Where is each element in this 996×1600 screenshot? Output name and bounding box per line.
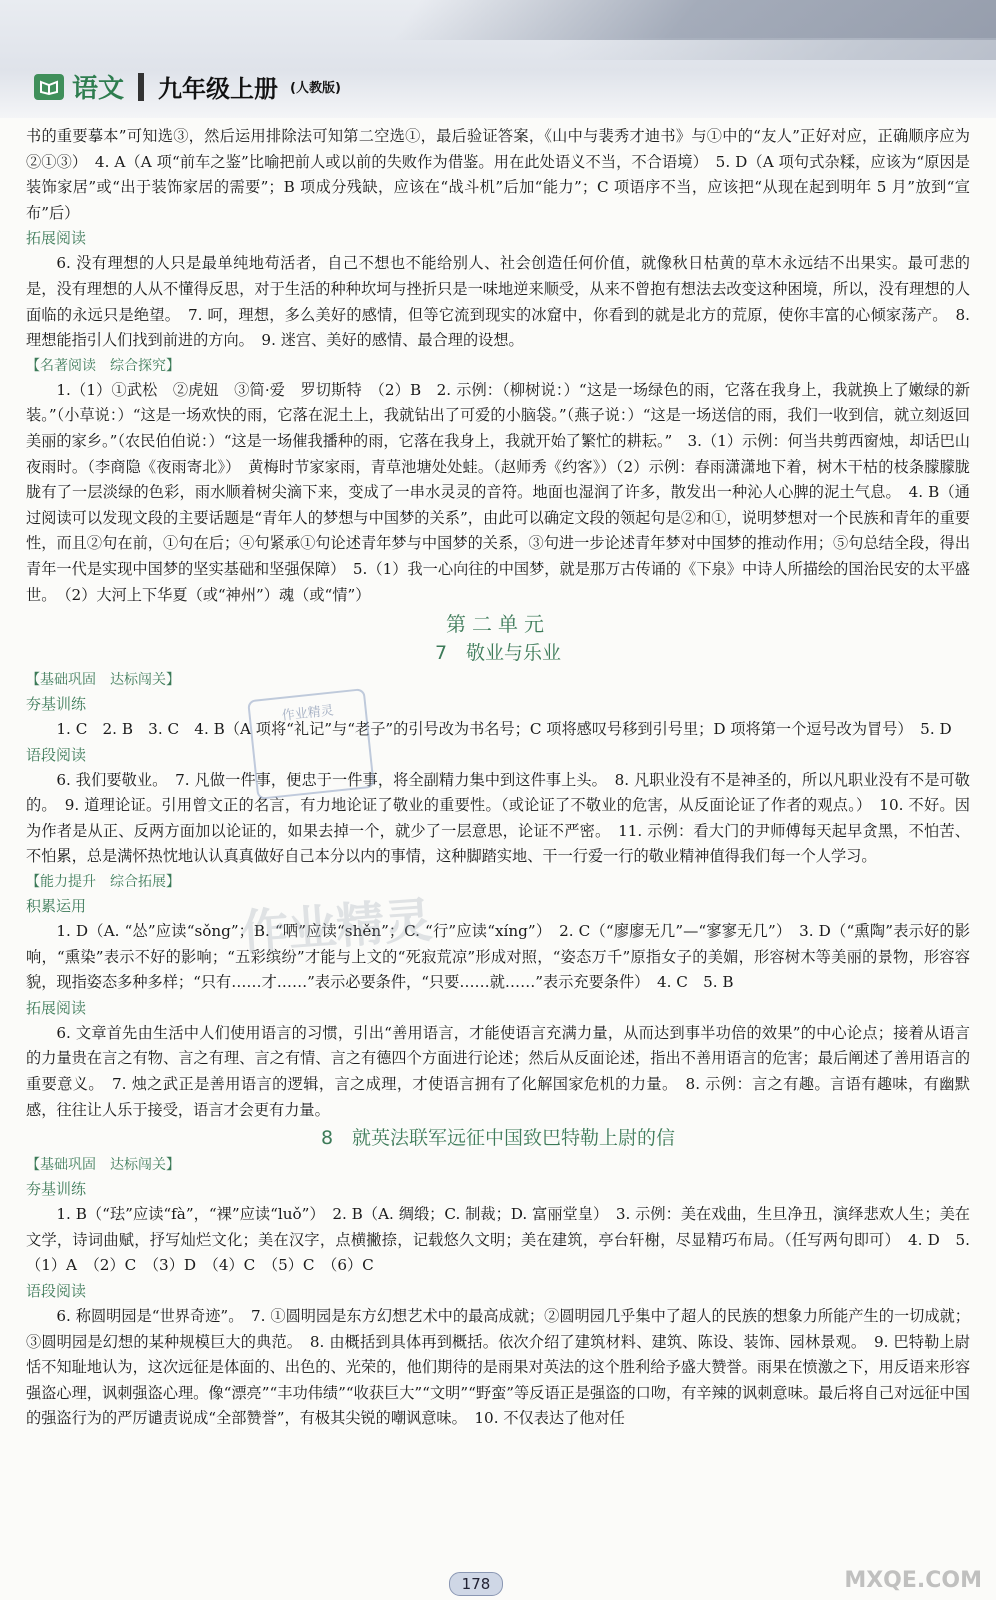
answer-paragraph: 1. C 2. B 3. C 4. B（A 项将“礼记”与“老子”的引号改为书名号；C 项将感叹号移到引号里；D 项将第一个逗号改为冒号） 5. D — [56, 720, 952, 739]
page-header — [0, 0, 996, 118]
subsection-heading: 语段阅读 — [26, 1282, 87, 1300]
section-tag: 【能力提升 综合拓展】 — [26, 874, 180, 891]
section-tag: 【名著阅读 综合探究】 — [26, 357, 180, 374]
watermark-text: 作业精灵 — [238, 892, 435, 962]
subsection-heading: 拓展阅读 — [26, 229, 87, 248]
subsection-heading: 积累运用 — [26, 897, 87, 916]
answer-paragraph: 1. D（A. “怂”应读“sǒng”；B. “哂”应读“shěn”；C. “行”应读“xíng”） 2. C（“廖廖无几”—“寥寥无几”） 3. D（“熏陶”表示好的影响，“熏染”表示不好的影响；“五彩缤纷”才能与上文的“死寂荒凉”形成对照，“姿态万千”原指女子的美媚，形容树木等美丽的景物，形容容貌，现指姿态多种多样；“只有……才……”表示必要条件，“只要……就……”表示充要条件） 4. C 5. B — [26, 922, 970, 992]
edition-label: (人教版) — [290, 81, 341, 96]
answer-paragraph: 书的重要摹本”可知选③，然后运用排除法可知第二空选①，最后验证答案，《山中与裴秀才迪书》与①中的“友人”正好对应，正确顺序应为②①③） 4. A（A 项“前车之鉴”比喻把前人或以前的失败作为借鉴。用在此处语义不当，不合语境） 5. D（A 项句式杂糅，应该为“原因是装饰家居”或“出于装饰家居的需要”；B 项成分残缺，应该在“战斗机”后加“能力”；C 项语序不当，应该把“从现在起到明年 5 月”放到“宣布”后） — [26, 127, 970, 222]
subsection-heading: 语段阅读 — [26, 745, 87, 764]
subsection-heading: 夯基训练 — [26, 1180, 87, 1199]
answer-paragraph: 6. 文章首先由生活中人们使用语言的习惯，引出“善用语言，才能使语言充满力量，从而达到事半功倍的效果”的中心论点；接着从语言的力量贵在言之有物、言之有理、言之有情、言之有德四个方面进行论述；然后从反面论述，指出不善用语言的危害；最后阐述了善用语言的重要意义。 7. 烛之武正是善用语言的逻辑，言之成理，才使语言拥有了化解国家危机的力量。 8. 示例：言之有趣。言语有趣味，有幽默感，往往让人乐于接受，语言才会更有力量。 — [26, 1023, 970, 1119]
stamp-watermark: 作业精灵 — [247, 688, 375, 800]
grade-label: 九年级上册 — [158, 75, 279, 103]
subsection-heading: 拓展阅读 — [26, 998, 87, 1017]
answer-content — [26, 124, 970, 1432]
lesson-title: 7 敬业与乐业 — [434, 642, 562, 665]
subject-label: 语文 — [72, 74, 125, 104]
header-decoration-lower — [545, 38, 996, 60]
answer-paragraph: 1.（1）①武松 ②虎妞 ③简·爱 罗切斯特 （2）B 2. 示例：（柳树说：）“这是一场绿色的雨，它落在我身上，我就换上了嫩绿的新装。”（小草说：）“这是一场欢快的雨，它落在泥土上，我就钻出了可爱的小脑袋。”（燕子说：）“这是一场送信的雨，我们一收到信，就立刻返回美丽的家乡。”（农民伯伯说：）“这是一场催我播种的雨，它落在我身上，我就开始了繁忙的耕耘。” 3.（1）示例：何当共剪西窗烛，却话巴山夜雨时。（李商隐《夜雨寄北》） 黄梅时节家家雨，青草池塘处处蛙。（赵师秀《约客》）（2）示例：春雨潇潇地下着，树木干枯的枝条朦朦胧胧有了一层淡绿的色彩，雨水顺着树尖滴下来，变成了一串水灵灵的音符。地面也湿润了许多，散发出一种沁人心脾的泥土气息。 4. B（通过阅读可以发现文段的主要话题是“青年人的梦想与中国梦的关系”，由此可以确定文段的领起句是②和①，说明梦想对一个民族和青年的重要性，而且②句在前，①句在后；④句紧承①句论述青年梦与中国梦的关系，③句进一步论述青年梦对中国梦的推动作用；⑤句总结全段，得出青年一代是实现中国梦的坚实基础和坚强保障） 5.（1）我一心向往的中国梦，就是那万古传诵的《下泉》中诗人所描绘的国治民安的太平盛世。 （2）大河上下华夏（或“神州”）魂（或“情”） — [26, 380, 970, 604]
answer-paragraph: 6. 称圆明园是“世界奇迹”。 7. ①圆明园是东方幻想艺术中的最高成就；②圆明园几乎集中了超人的民族的想象力所能产生的一切成就；③圆明园是幻想的某种规模巨大的典范。 8. 由概括到具体再到概括。依次介绍了建筑材料、建筑、陈设、装饰、园林景观。 9. 巴特勒上尉恬不知耻地认为，这次远征是体面的、出色的、光荣的，他们期待的是雨果对英法的这个胜利给予盛大赞誉。雨果在愤激之下，用反语来形容强盗心理，讽刺强盗心理。像“漂亮”“丰功伟绩”“收获巨大”“文明”“野蛮”等反语正是强盗的口吻，有辛辣的讽刺意味。最后将自己对远征中国的强盗行为的严厉谴责说成“全部赞誉”，有极其尖锐的嘲讽意味。 10. 不仅表达了他对任 — [26, 1307, 970, 1428]
book-icon — [34, 74, 64, 100]
section-tag: 【基础巩固 达标闯关】 — [26, 1157, 180, 1174]
page-number: 178 — [449, 1572, 503, 1596]
lesson-title: 8 就英法联军远征中国致巴特勒上尉的信 — [320, 1127, 676, 1150]
header-separator — [138, 73, 144, 101]
answer-paragraph: 6. 没有理想的人只是最单纯地苟活者，自己不想也不能给别人、社会创造任何价值，就像秋日枯黄的草木永远结不出果实。最可悲的是，没有理想的人从不懂得反思，对于生活的种种坎坷与挫折只是一味地逆来顺受，从来不曾抱有想法去改变这种困境，所以，没有理想的人面临的永远只是绝望。 7. 呵，理想，多么美好的感情，但等它流到现实的冰窟中，你看到的就是北方的荒原，使你丰富的心倾家荡产。 8. 理想能指引人们找到前进的方向。 9. 迷宫、美好的感情、最合理的设想。 — [26, 254, 970, 350]
answer-paragraph: 6. 我们要敬业。 7. 凡做一件事，便忠于一件事，将全副精力集中到这件事上头。 8. 凡职业没有不是神圣的，所以凡职业没有不是可敬的。 9. 道理论证。引用曾文正的名言，有力地论证了敬业的重要性。（或论证了不敬业的危害，从反面论证了作者的观点。） 10. 不好。因为作者是从正、反两方面加以论证的，如果去掉一个，就少了一层意思，论证不严密。 11. 示例：看大门的尹师傅每天起早贪黑，不怕苦、不怕累，总是满怀热忱地认认真真做好自己本分以内的事情，这种脚踏实地、干一行爱一行的敬业精神值得我们每一个人学习。 — [26, 770, 970, 866]
site-watermark: MXQE.COM — [844, 1568, 982, 1593]
section-tag: 【基础巩固 达标闯关】 — [26, 672, 180, 689]
header-title — [34, 68, 341, 105]
answer-paragraph: 1. B（“珐”应读“fà”，“裸”应读“luǒ”） 2. B（A. 绸缎；C. 制裁；D. 富丽堂皇） 3. 示例：美在戏曲，生旦净丑，演绎悲欢人生；美在文学，诗词曲赋，抒写灿烂文化；美在汉字，点横撇捺，记载悠久文明；美在建筑，亭台轩榭，尽显精巧布局。（任写两句即可） 4. D 5.（1）A （2）C （3）D （4）C （5）C （6）C — [26, 1205, 970, 1275]
subsection-heading: 夯基训练 — [26, 695, 87, 714]
header-decoration — [392, 0, 996, 40]
unit-title: 第二单元 — [446, 612, 550, 637]
